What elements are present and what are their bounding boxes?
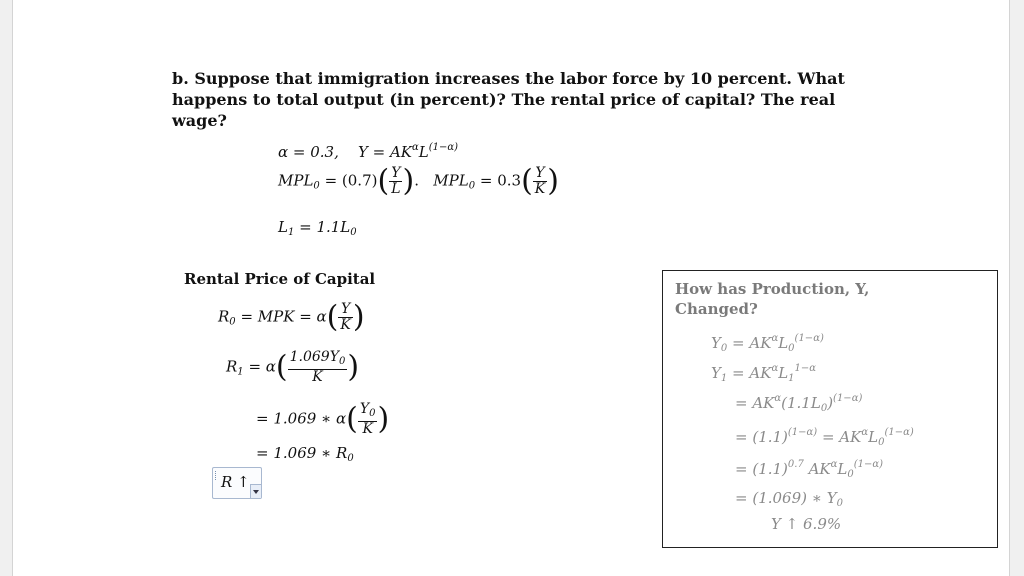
production-box-title: How has Production, Y, Changed?	[675, 280, 870, 318]
given-labor-increase: $L_1 = 1.1L_0$	[278, 218, 357, 238]
given-alpha-production: α = 0.3, $Y = AK^\alpha L^{(1-\alpha)}$	[278, 142, 459, 161]
production-result: Y ↑ 6.9%	[771, 515, 842, 533]
production-step-5: = $(1.1)^{0.7}$ $AK^\alpha L_0^{(1-\alpha)}$	[735, 459, 884, 480]
production-step-3: = $AK^\alpha(1.1L_0)^{(1-\alpha)}$	[735, 393, 863, 414]
rental-r1-equation: $R_1 = \alpha$( $\frac{1.069Y_0}{K}$ )	[226, 349, 360, 385]
production-step-4: = $(1.1)^{(1-\alpha)} = AK^\alpha L_0^{(1-\alpha)}$	[735, 427, 914, 448]
production-y1-equation: $Y_1 = AK^\alpha L_1^{1-\alpha}$	[711, 363, 817, 384]
rental-r2-equation: = 1.069 ∗ α( $\frac{Y_0}{K}$ )	[256, 401, 390, 437]
equation-options-dropdown-icon[interactable]	[250, 484, 261, 498]
production-change-box	[662, 270, 998, 548]
given-mpl-equations: $MPL_0 = (0.7)$( $\frac{Y}{L}$ ). $MPL_0 = 0.3$( $\frac{Y}{K}$ )	[278, 163, 559, 199]
rental-r0-equation: $R_0$ = MPK = α( $\frac{Y}{K}$ )	[218, 299, 365, 335]
rental-r3-equation: = 1.069 ∗ $R_0$	[256, 444, 354, 464]
rental-result: R ↑	[221, 473, 250, 491]
production-y0-equation: $Y_0 = AK^\alpha L_0^{(1-\alpha)}$	[711, 333, 824, 354]
math-equation-control[interactable]	[212, 467, 262, 499]
equation-drag-handle[interactable]	[215, 471, 219, 480]
question-text: b. Suppose that immigration increases the labor force by 10 percent. What happens to total output (in percent)? The rental price of capital? The real wage?	[172, 69, 845, 130]
rental-price-heading: Rental Price of Capital	[184, 270, 376, 288]
production-step-6: = (1.069) ∗ $Y_0$	[735, 489, 843, 509]
